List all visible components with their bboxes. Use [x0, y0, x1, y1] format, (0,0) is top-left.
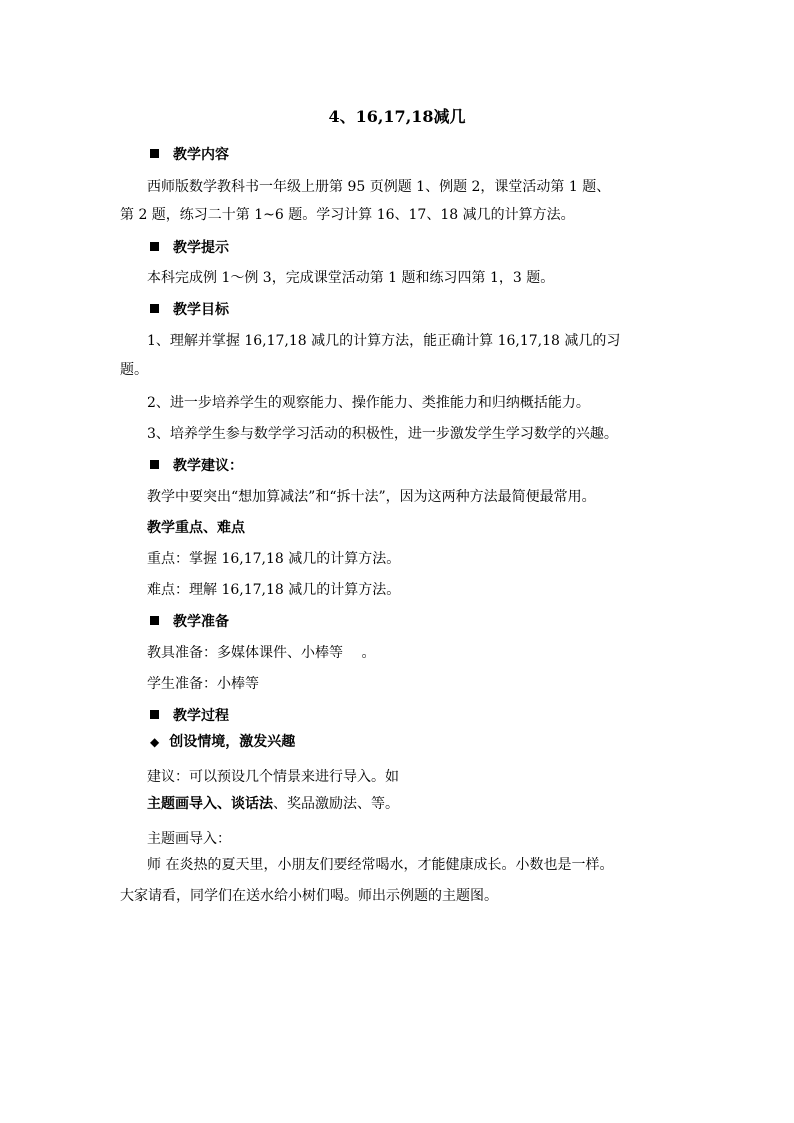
process-methods-line	[147, 794, 707, 814]
suggestion-line-1: 教学中要突出“想加算减法”和“拆十法”，因为这两种方法最简便最常用。	[147, 489, 596, 505]
tips-line-1: 本科完成例 1～例 3，完成课堂活动第 1 题和练习四第 1，3 题。	[147, 270, 555, 286]
prep-line-1: 教具准备：多媒体课件、小棒等 。	[147, 645, 376, 661]
square-bullet-icon	[150, 460, 159, 469]
diamond-bullet-icon: ◆	[150, 735, 160, 749]
goal-line-3: 3、培养学生参与数学学习活动的积极性，进一步激发学生学习数学的兴趣。	[147, 426, 618, 442]
keypoint-line-2: 难点：理解 16,17,18 减几的计算方法。	[147, 582, 401, 598]
heading-keypoints: 教学重点、难点	[147, 520, 245, 536]
subheading-process: ◆ 创设情境，激发兴趣	[150, 734, 296, 750]
prep-line-2: 学生准备：小棒等	[147, 676, 259, 692]
intro-line-2: 大家请看，同学们在送水给小树们喝。师出示例题的主题图。	[120, 888, 498, 904]
square-bullet-icon	[150, 149, 159, 158]
goal-line-2: 2、进一步培养学生的观察能力、操作能力、类推能力和归纳概括能力。	[147, 395, 590, 411]
heading-tips: 教学提示	[150, 238, 229, 258]
heading-process: 教学过程	[150, 706, 229, 726]
heading-goals: 教学目标	[150, 300, 229, 320]
heading-prep: 教学准备	[150, 612, 229, 632]
keypoint-line-1: 重点：掌握 16,17,18 减几的计算方法。	[147, 551, 401, 567]
content-line-2: 第 2 题，练习二十第 1~6 题。学习计算 16、17、18 减几的计算方法。	[120, 207, 575, 223]
square-bullet-icon	[150, 242, 159, 251]
goal-line-1-cont: 题。	[120, 362, 148, 378]
square-bullet-icon	[150, 616, 159, 625]
square-bullet-icon	[150, 710, 159, 719]
heading-content: 教学内容	[150, 145, 229, 165]
content-line-1: 西师版数学教科书一年级上册第 95 页例题 1、例题 2，课堂活动第 1 题、	[147, 179, 611, 195]
intro-line-1: 师 在炎热的夏天里，小朋友们要经常喝水，才能健康成长。小数也是一样。	[147, 857, 614, 873]
methods-rest-text: 、奖品激励法、等。	[273, 796, 399, 812]
square-bullet-icon	[150, 304, 159, 313]
methods-bold-text: 主题画导入、谈话法	[147, 796, 273, 812]
document-title: 4、16,17,18减几	[328, 107, 466, 126]
heading-suggestion: 教学建议：	[150, 456, 243, 476]
process-suggest-line: 建议：可以预设几个情景来进行导入。如	[147, 769, 399, 785]
intro-label: 主题画导入：	[147, 831, 231, 847]
goal-line-1: 1、理解并掌握 16,17,18 减几的计算方法，能正确计算 16,17,18 减几的习	[147, 333, 621, 349]
